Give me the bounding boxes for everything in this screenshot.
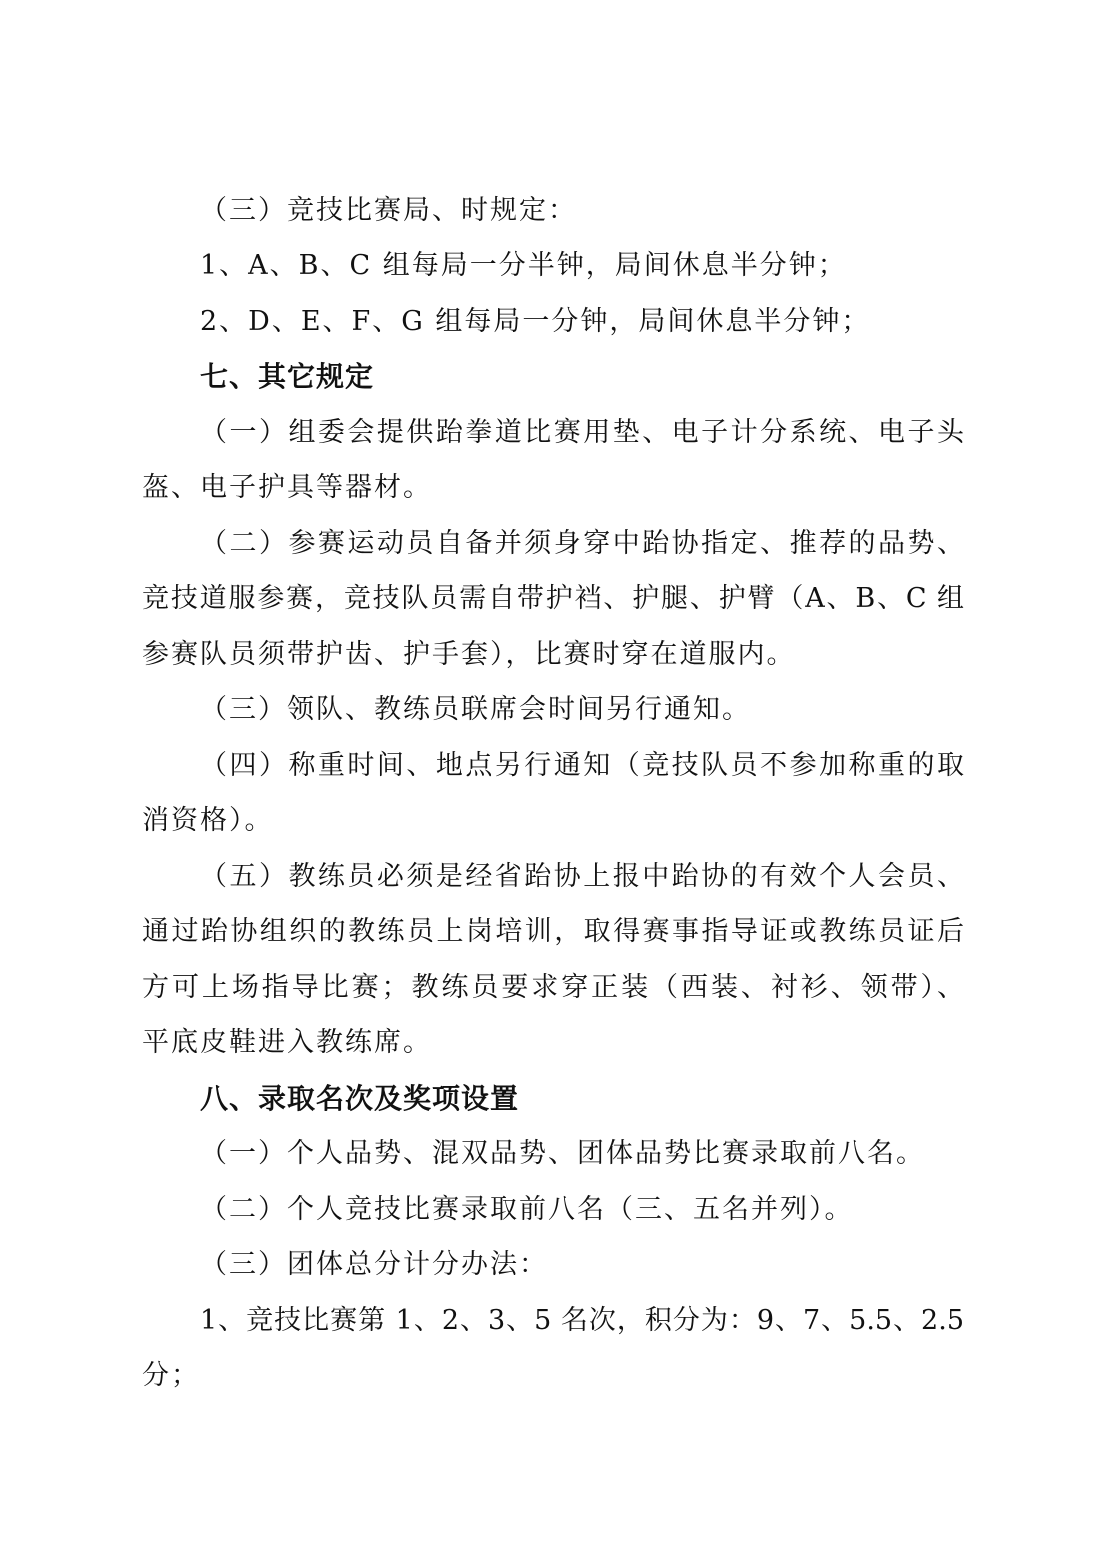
- paragraph-line: 1、竞技比赛第 1、2、3、5 名次，积分为：9、7、5.5、2.5: [200, 1305, 964, 1336]
- paragraph-line: （三）领队、教练员联席会时间另行通知。: [200, 694, 751, 725]
- paragraph-line: （二）个人竞技比赛录取前八名（三、五名并列）。: [200, 1194, 854, 1225]
- paragraph-line: （一）个人品势、混双品势、团体品势比赛录取前八名。: [200, 1138, 925, 1169]
- paragraph-line: （一）组委会提供跆拳道比赛用垫、电子计分系统、电子头: [200, 417, 964, 448]
- paragraph-line: （三）团体总分计分办法：: [200, 1249, 548, 1280]
- section-heading: 七、其它规定: [200, 360, 375, 393]
- paragraph-line: 分；: [142, 1360, 200, 1391]
- paragraph-line: 方可上场指导比赛；教练员要求穿正装（西装、衬衫、领带）、: [142, 972, 964, 1003]
- paragraph-line: 盔、电子护具等器材。: [142, 472, 432, 503]
- paragraph-line: （三）竞技比赛局、时规定：: [200, 195, 577, 226]
- paragraph-line: （四）称重时间、地点另行通知（竞技队员不参加称重的取: [200, 750, 964, 781]
- paragraph-line: （五）教练员必须是经省跆协上报中跆协的有效个人会员、: [200, 861, 964, 892]
- paragraph-line: 竞技道服参赛，竞技队员需自带护裆、护腿、护臂（A、B、C 组: [142, 583, 964, 614]
- paragraph-line: 消资格）。: [142, 805, 274, 836]
- paragraph-line: （二）参赛运动员自备并须身穿中跆协指定、推荐的品势、: [200, 528, 964, 559]
- paragraph-line: 2、D、E、F、G 组每局一分钟，局间休息半分钟；: [200, 306, 871, 337]
- section-heading: 八、录取名次及奖项设置: [200, 1082, 520, 1115]
- paragraph-line: 平底皮鞋进入教练席。: [142, 1027, 432, 1058]
- paragraph-line: 通过跆协组织的教练员上岗培训，取得赛事指导证或教练员证后: [142, 916, 964, 947]
- paragraph-line: 参赛队员须带护齿、护手套），比赛时穿在道服内。: [142, 639, 796, 670]
- paragraph-line: 1、A、B、C 组每局一分半钟，局间休息半分钟；: [200, 250, 847, 281]
